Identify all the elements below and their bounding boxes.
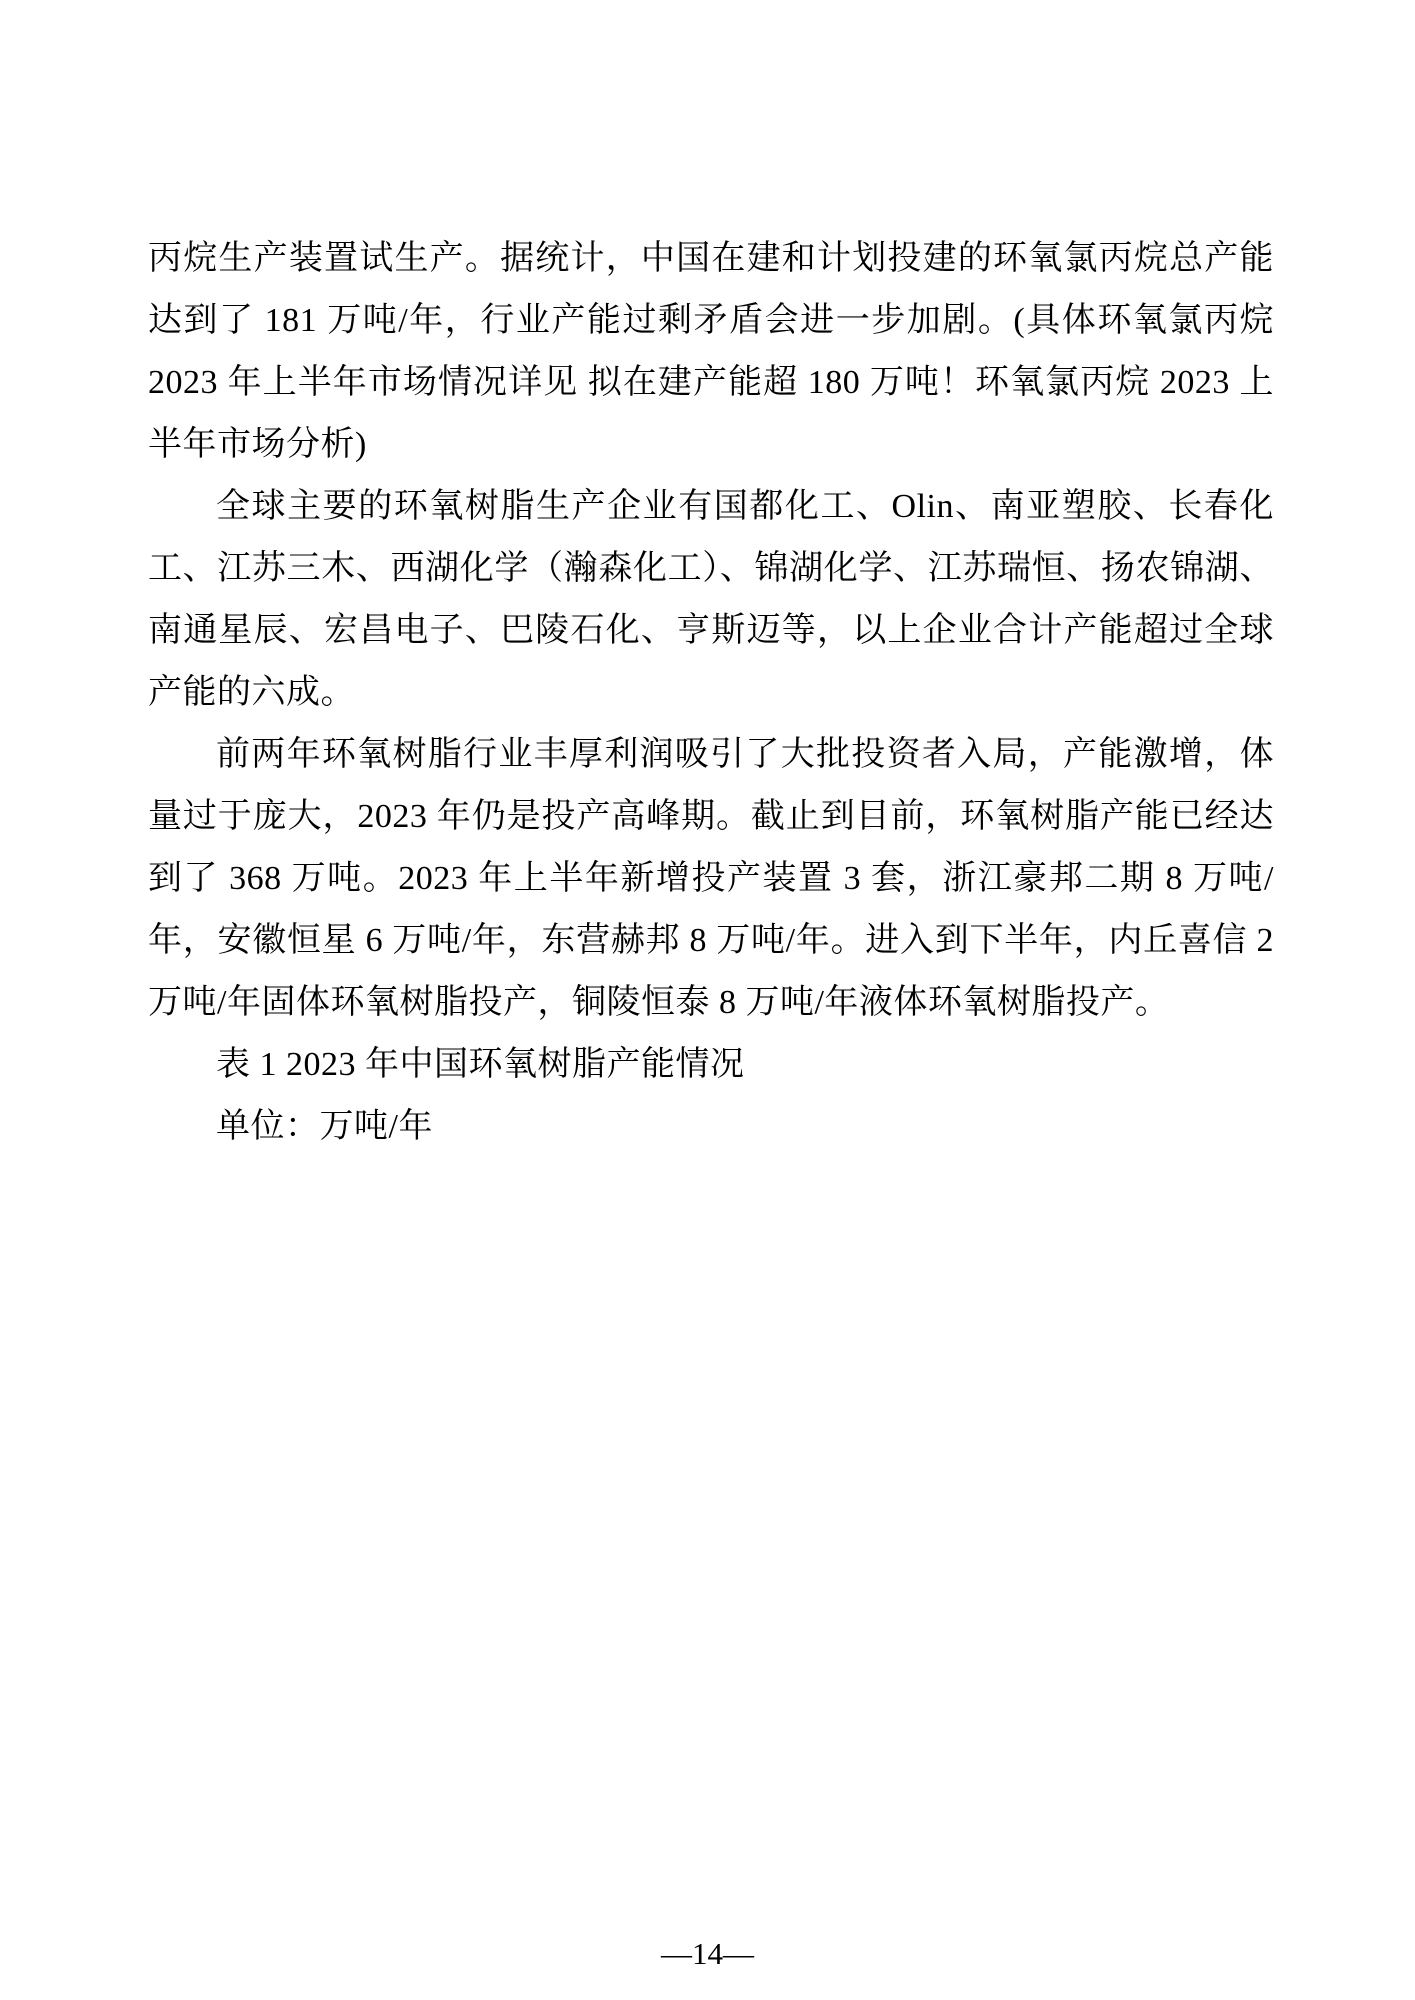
text-block (148, 228, 1274, 1158)
table-caption: 表 1 2023 年中国环氧树脂产能情况 (216, 1046, 745, 1083)
table-unit-label: 单位：万吨/年 (216, 1108, 433, 1145)
paragraph-capacity-growth: 前两年环氧树脂行业丰厚利润吸引了大批投资者入局，产能激增，体量过于庞大，2023 年仍是投产高峰期。截止到目前，环氧树脂产能已经达到了 368 万吨。2023 年上半年新增投产装置 3 套，浙江豪邦二期 8 万吨/年，安徽恒星 6 万吨/年，东营赫邦 8 万吨/年。进入到下半年，内丘喜信 2 万吨/年固体环氧树脂投产，铜陵恒泰 8 万吨/年液体环氧树脂投产。 (148, 736, 1274, 1021)
page-number: —14— (661, 1936, 754, 1971)
paragraph-global-producers: 全球主要的环氧树脂生产企业有国都化工、Olin、南亚塑胶、长春化工、江苏三木、西湖化学（瀚森化工）、锦湖化学、江苏瑞恒、扬农锦湖、南通星辰、宏昌电子、巴陵石化、亨斯迈等，以上企业合计产能超过全球产能的六成。 (148, 488, 1274, 711)
paragraph-continued: 丙烷生产装置试生产。据统计，中国在建和计划投建的环氧氯丙烷总产能达到了 181 万吨/年，行业产能过剩矛盾会进一步加剧。(具体环氧氯丙烷 2023 年上半年市场情况详见 拟在建产能超 180 万吨！环氧氯丙烷 2023 上半年市场分析) (148, 240, 1274, 463)
